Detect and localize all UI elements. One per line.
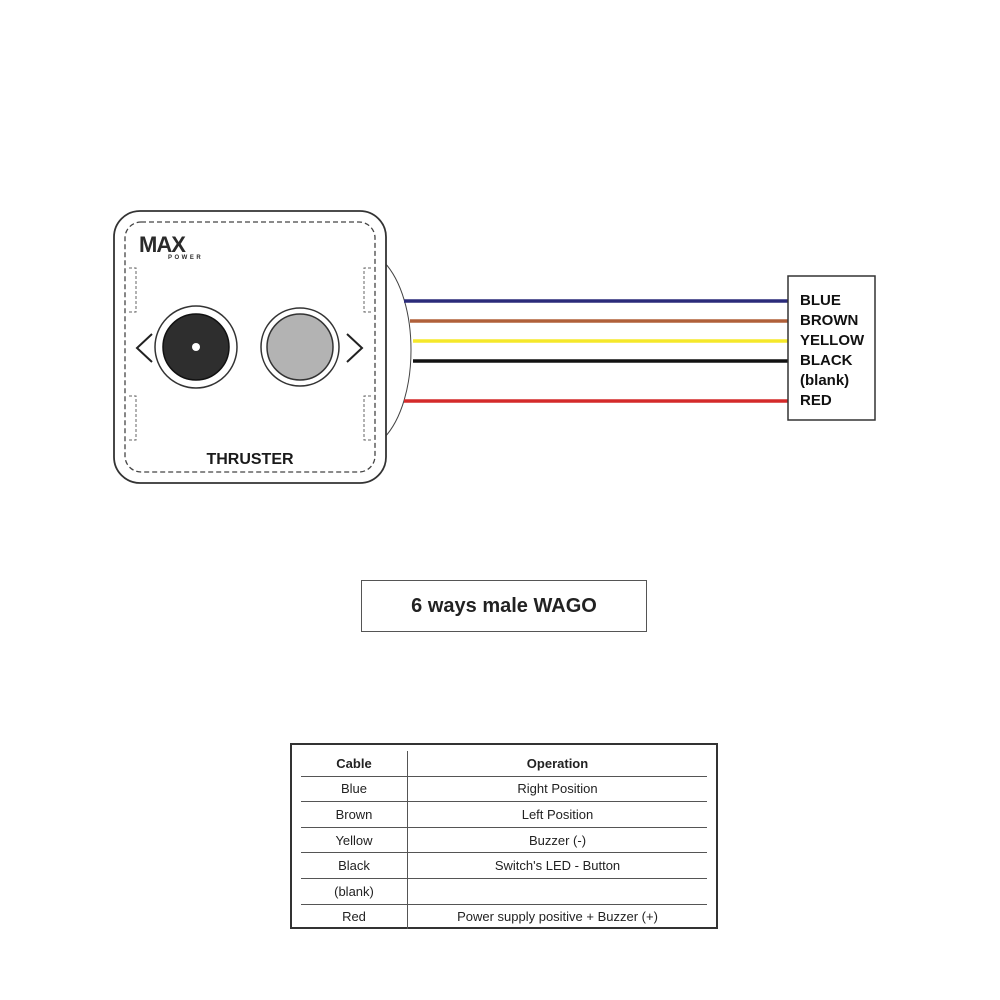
connector-label-blank: (blank) [800,372,850,389]
connector-label-yellow: YELLOW [800,332,865,349]
led-dot [192,343,200,351]
connector-label-black: BLACK [800,352,853,369]
table-row [301,776,707,802]
cell-cable: (blank) [301,878,408,904]
cell-cable: Yellow [301,827,408,853]
table-row [301,904,707,929]
cell-cable: Blue [301,776,408,802]
cell-operation: Right Position [408,776,708,802]
table-row [301,853,707,879]
cell-operation: Switch's LED - Button [408,853,708,879]
table-row [301,827,707,853]
cable-table-box [290,743,718,929]
wago-label: 6 ways male WAGO [411,594,597,617]
table-header-row [301,751,707,776]
table-row [301,878,707,904]
cell-cable: Red [301,904,408,929]
header-cable: Cable [301,751,408,776]
wago-label-box [361,580,647,632]
cell-operation: Buzzer (-) [408,827,708,853]
logo-sub: POWER [168,255,204,261]
cell-operation: Power supply positive + Buzzer (+) [457,909,658,925]
header-operation: Operation [408,751,708,776]
right-button[interactable] [267,314,333,380]
cell-cable: Black [301,853,408,879]
thruster-panel [114,211,386,483]
connector-label-blue: BLUE [800,292,841,309]
table-row [301,802,707,828]
cable-table [301,751,707,929]
logo-main: MAX [139,232,185,257]
cell-cable: Brown [301,802,408,828]
cell-operation [408,878,708,904]
connector-label-brown: BROWN [800,312,859,329]
panel-title: THRUSTER [206,451,294,468]
cable-gland [384,262,411,438]
connector-label-red: RED [800,392,832,409]
cell-operation: Left Position [408,802,708,828]
